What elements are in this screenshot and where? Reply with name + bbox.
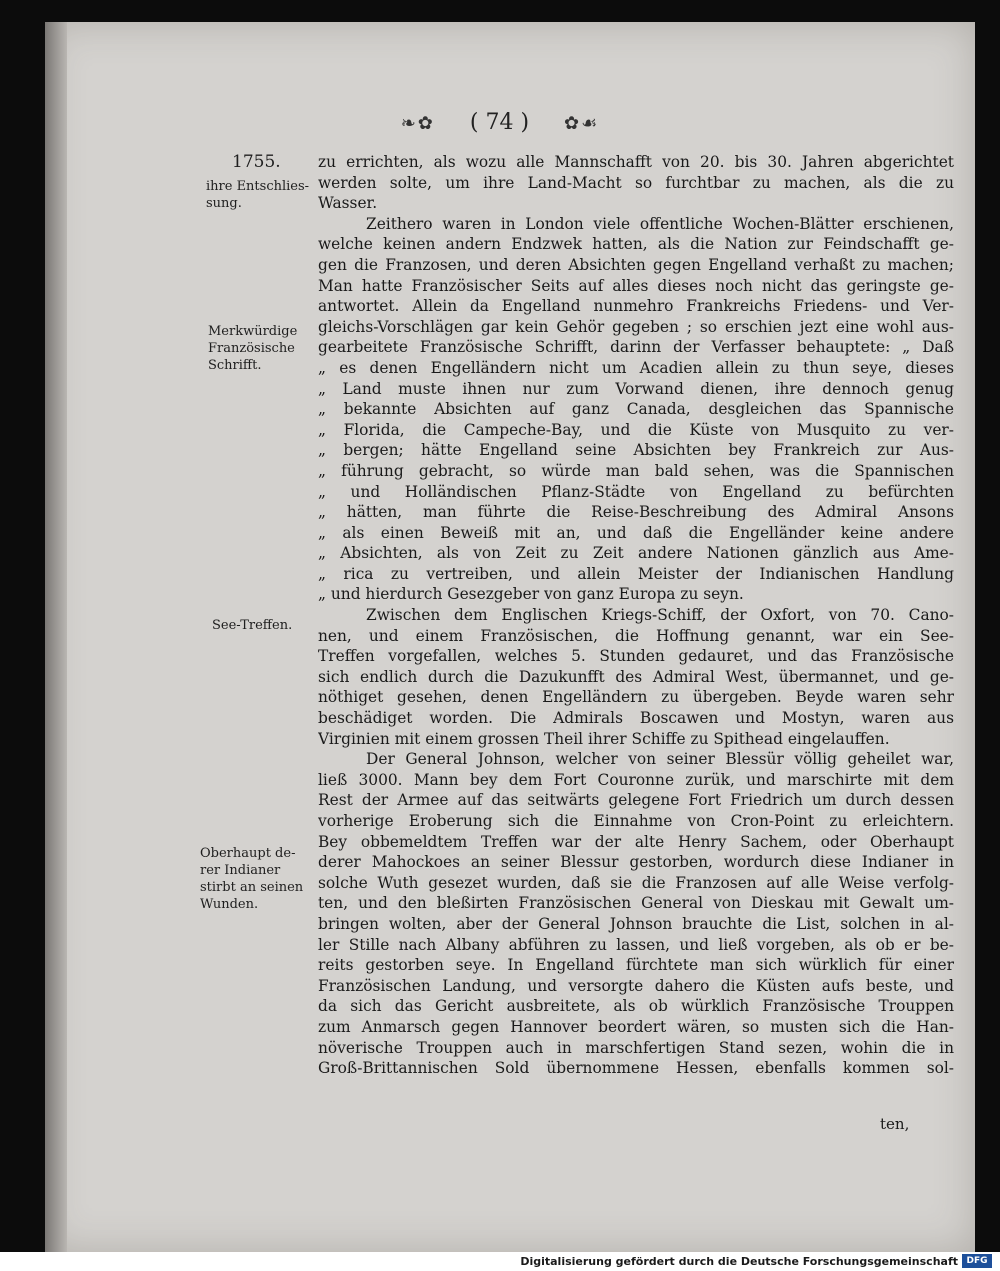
text-line: gleichs-Vorschlägen gar kein Gehör gegeben ; so erschien jezt eine wohl aus- [318,317,954,336]
text-line: „ Absichten, als von Zeit zu Zeit andere Nationen gänzlich aus Ame- [318,544,954,563]
text-line: „ führung gebracht, so würde man bald sehen, was die Spannischen [318,461,954,480]
text-line: beschädiget worden. Die Admirals Boscawen und Mostyn, waren aus [318,709,954,728]
text-line: Rest der Armee auf das seitwärts gelegene Fort Friedrich um durch dessen [318,791,954,810]
text-line: „ es denen Engelländern nicht um Acadien allein zu thun seye, dieses [318,358,954,377]
text-line: gearbeitete Französische Schrifft, darinn der Verfasser behauptete: „ Daß [318,338,954,357]
text-line: sich endlich durch die Dazukunfft des Admiral West, übermannet, und ge- [318,667,954,686]
margin-note-french-pamphlet: Merkwürdige Französische Schrifft. [208,324,298,373]
catchword: ten, [880,1115,910,1133]
margin-note-indian-chief: Oberhaupt de- rer Indianer stirbt an seinen Wunden. [200,846,304,912]
ornament-right: ✿☙ [564,113,600,134]
text-line: „ bekannte Absichten auf ganz Canada, desgleichen das Spannische [318,400,954,419]
text-line: növerische Trouppen auch in marschfertigen Stand sezen, wohin die in [318,1038,954,1057]
page-number: ( 74 ) [469,110,530,135]
page-gutter [45,22,67,1252]
text-line: Man hatte Französischer Seits auf alles dieses noch nicht das geringste ge- [318,276,954,295]
text-line: Der General Johnson, welcher von seiner Blessür völlig geheilet war, [366,750,954,769]
text-line: zum Anmarsch gegen Hannover beordert wären, so musten sich die Han- [318,1017,954,1036]
text-line: „ als einen Beweiß mit an, und daß die Engelländer keine andere [318,523,954,542]
footer-bar [0,1252,1000,1271]
text-line: Zeithero waren in London viele offentliche Wochen-Blätter erschienen, [366,214,954,233]
main-text [318,152,954,1079]
text-line: reits gestorben seye. In Engelland fürchtete man sich würklich für einer [318,956,954,975]
text-line: „ Florida, die Campeche-Bay, und die Küste von Musquito zu ver- [318,420,954,439]
text-line: nöthiget gesehen, denen Engelländern zu übergeben. Beyde waren sehr [318,688,954,707]
text-line: „ und Holländischen Pflanz-Städte von Engelland zu befürchten [318,482,954,501]
text-line: solche Wuth gesezet wurden, daß sie die Franzosen auf alle Weise verfolg- [318,873,954,892]
text-line: vorherige Eroberung sich die Einnahme von Cron-Point zu erleichtern. [318,812,954,830]
text-line: antwortet. Allein da Engelland nunmehro Frankreichs Friedens- und Ver- [318,297,954,316]
text-line: da sich das Gericht ausbreitete, als ob würklich Französische Trouppen [318,997,954,1016]
text-line: „ hätten, man führte die Reise-Beschreibung des Admiral Ansons [318,503,954,522]
margin-note-resolution: ihre Entschlies- sung. [206,179,310,211]
text-line: ten, und den bleßirten Französischen General von Dieskau mit Gewalt um- [318,894,954,913]
ornament-left: ❧✿ [400,113,435,134]
text-line: Virginien mit einem grossen Theil ihrer Schiffe zu Spithead eingelauffen. [318,729,890,748]
text-line: derer Mahockoes an seiner Blessur gestorben, wordurch diese Indianer in [318,853,954,872]
text-line: bringen wolten, aber der General Johnson brauchte die List, solchen in al- [318,914,954,933]
text-line: „ und hierdurch Gesezgeber von ganz Europa zu seyn. [318,585,744,604]
text-line: ler Stille nach Albany abführen zu lassen, und ließ vorgeben, als ob er be- [318,935,954,954]
text-line: Groß-Brittannischen Sold übernommene Hessen, ebenfalls kommen sol- [318,1059,954,1078]
text-line: Treffen vorgefallen, welches 5. Stunden gedauret, und das Französische [318,647,954,666]
text-line: „ Land muste ihnen nur zum Vorwand dienen, ihre dennoch genug [318,379,954,398]
text-line: zu errichten, als wozu alle Mannschafft von 20. bis 30. Jahren abgerichtet [318,153,954,171]
text-line: ließ 3000. Mann bey dem Fort Couronne zurük, und marschirte mit dem [318,770,954,789]
text-line: Wasser. [318,194,378,213]
text-line: gen die Franzosen, und deren Absichten gegen Engelland verhaßt zu machen; [318,255,954,274]
footer-credit: Digitalisierung gefördert durch die Deutsche Forschungsgemeinschaft [520,1255,958,1268]
text-line: Zwischen dem Englischen Kriegs-Schiff, der Oxfort, von 70. Cano- [366,606,954,625]
margin-note-sea-battle: See-Treffen. [212,618,293,633]
text-line: Französischen Landung, und versorgte dahero die Küsten aufs beste, und [318,976,954,995]
text-line: „ rica zu vertreiben, und allein Meister der Indianischen Handlung [318,564,954,583]
margin-year: 1755. [232,152,281,172]
text-line: nen, und einem Französischen, die Hoffnung genannt, war ein See- [318,626,954,645]
text-line: werden solte, um ihre Land-Macht so furchtbar zu machen, als die zu [318,173,954,192]
text-line: welche keinen andern Endzwek hatten, als die Nation zur Feindschafft ge- [318,235,954,254]
text-line: Bey obbemeldtem Treffen war der alte Henry Sachem, oder Oberhaupt [318,832,954,851]
text-line: „ bergen; hätte Engelland seine Absichten bey Frankreich zur Aus- [318,441,954,460]
dfg-logo: DFG [962,1254,992,1268]
page-header [0,110,1000,135]
